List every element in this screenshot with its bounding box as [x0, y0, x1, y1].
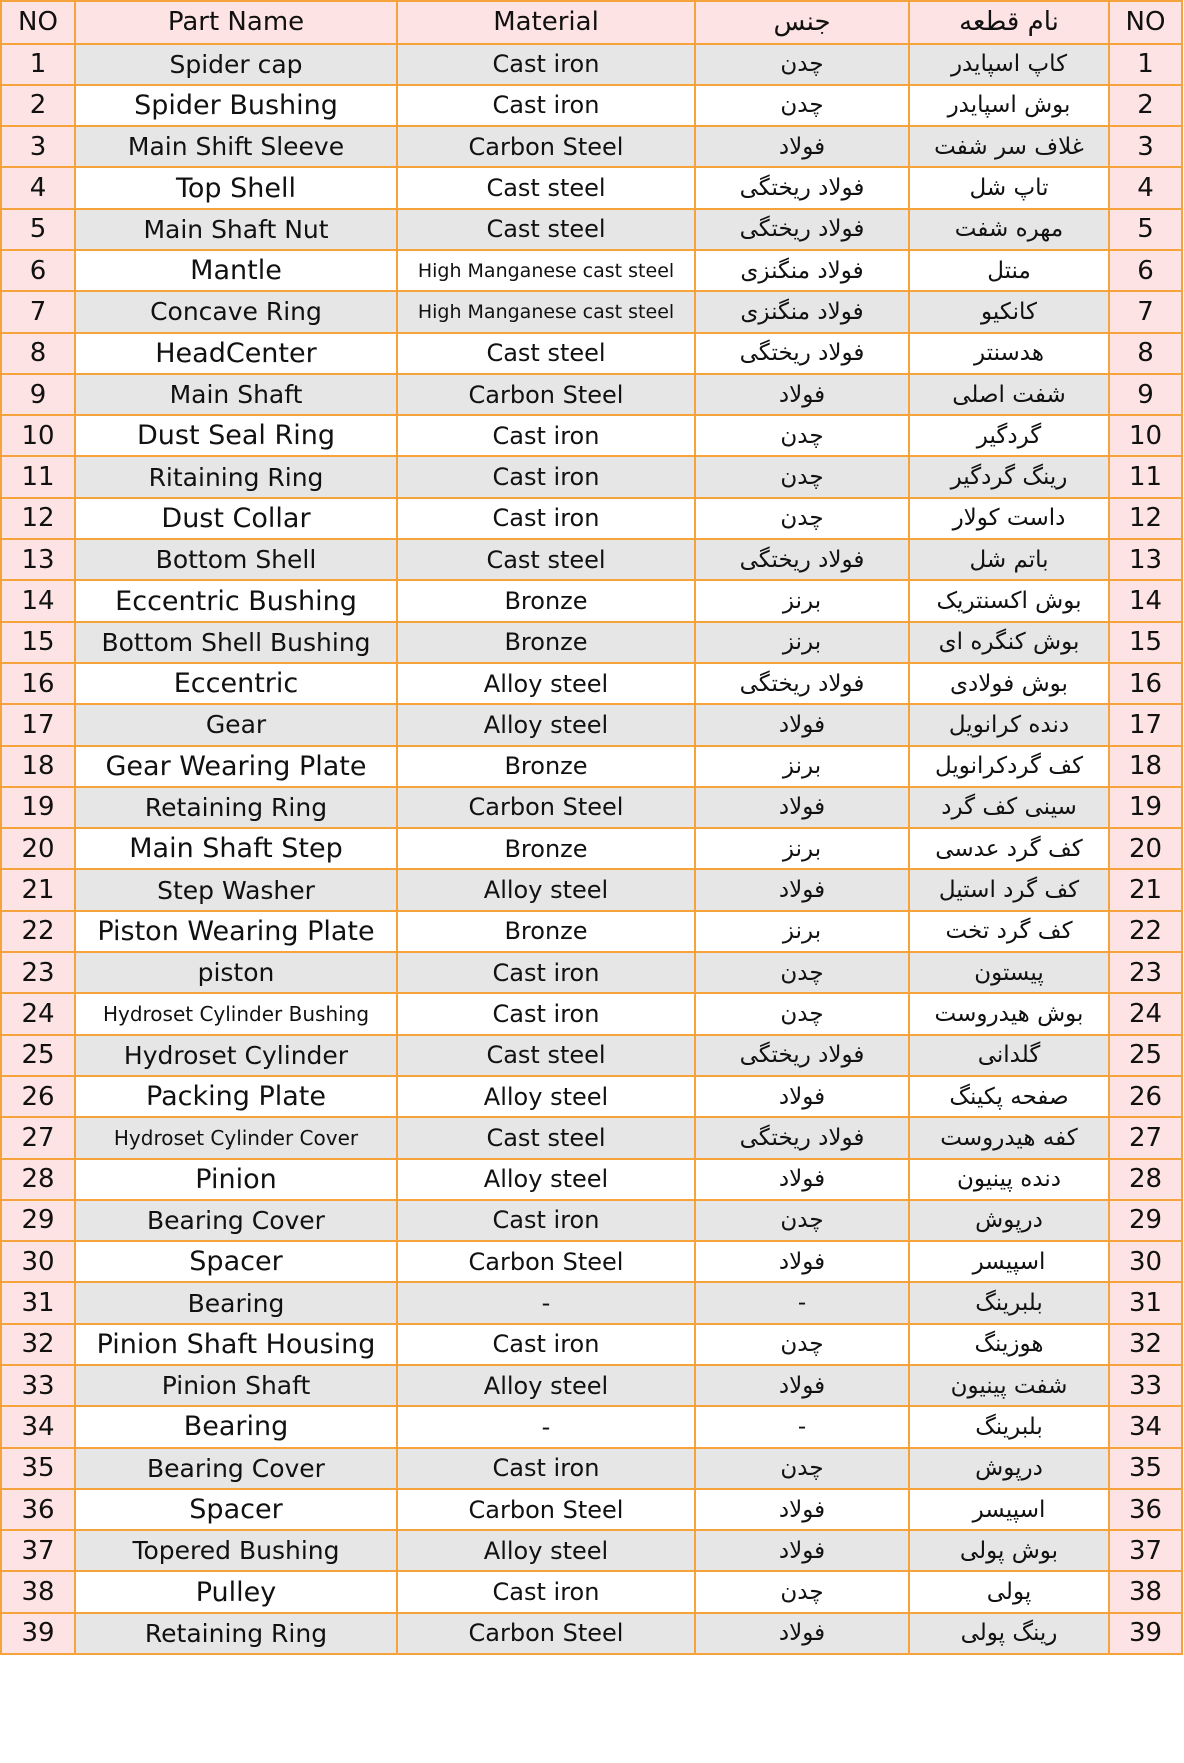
material-cell: Cast steel — [397, 1035, 695, 1076]
material-cell: Bronze — [397, 746, 695, 787]
row-number-right: 28 — [1109, 1159, 1182, 1200]
material-cell: Cast iron — [397, 1200, 695, 1241]
header-part-name-fa: نام قطعه — [909, 1, 1109, 44]
row-number-left: 6 — [1, 250, 75, 291]
material-fa-cell: فولاد — [695, 704, 909, 745]
material-fa-cell: فولاد منگنزی — [695, 250, 909, 291]
part-name-fa-cell: بوش فولادی — [909, 663, 1109, 704]
row-number-left: 19 — [1, 787, 75, 828]
row-number-left: 33 — [1, 1365, 75, 1406]
material-fa-cell: فولاد — [695, 1613, 909, 1654]
table-row — [1, 498, 1182, 539]
row-number-right: 25 — [1109, 1035, 1182, 1076]
part-name-fa-cell: درپوش — [909, 1448, 1109, 1489]
material-cell: Cast iron — [397, 44, 695, 85]
material-fa-cell: برنز — [695, 746, 909, 787]
part-name-cell: Packing Plate — [75, 1076, 397, 1117]
row-number-left: 35 — [1, 1448, 75, 1489]
row-number-left: 18 — [1, 746, 75, 787]
part-name-fa-cell: شفت پینیون — [909, 1365, 1109, 1406]
row-number-left: 1 — [1, 44, 75, 85]
part-name-fa-cell: بوش کنگره ای — [909, 622, 1109, 663]
table-row — [1, 787, 1182, 828]
table-row — [1, 1035, 1182, 1076]
material-cell: Cast iron — [397, 456, 695, 497]
material-cell: Carbon Steel — [397, 1613, 695, 1654]
table-header-row — [1, 1, 1182, 44]
material-fa-cell: برنز — [695, 580, 909, 621]
part-name-cell: Topered Bushing — [75, 1530, 397, 1571]
part-name-fa-cell: بلبرینگ — [909, 1282, 1109, 1323]
row-number-right: 38 — [1109, 1571, 1182, 1612]
row-number-left: 34 — [1, 1406, 75, 1447]
table-row — [1, 333, 1182, 374]
part-name-cell: Ritaining Ring — [75, 456, 397, 497]
part-name-cell: Bearing Cover — [75, 1448, 397, 1489]
material-fa-cell: - — [695, 1406, 909, 1447]
row-number-left: 9 — [1, 374, 75, 415]
material-fa-cell: فولاد — [695, 1241, 909, 1282]
row-number-right: 12 — [1109, 498, 1182, 539]
part-name-fa-cell: هدسنتر — [909, 333, 1109, 374]
row-number-left: 32 — [1, 1324, 75, 1365]
part-name-cell: Piston Wearing Plate — [75, 911, 397, 952]
row-number-right: 4 — [1109, 167, 1182, 208]
row-number-right: 15 — [1109, 622, 1182, 663]
material-fa-cell: فولاد ریختگی — [695, 333, 909, 374]
part-name-cell: Spider cap — [75, 44, 397, 85]
row-number-left: 16 — [1, 663, 75, 704]
table-row — [1, 704, 1182, 745]
table-row — [1, 44, 1182, 85]
part-name-fa-cell: باتم شل — [909, 539, 1109, 580]
row-number-right: 33 — [1109, 1365, 1182, 1406]
material-fa-cell: فولاد ریختگی — [695, 539, 909, 580]
material-fa-cell: برنز — [695, 911, 909, 952]
row-number-right: 7 — [1109, 291, 1182, 332]
material-cell: Alloy steel — [397, 704, 695, 745]
part-name-fa-cell: کف گردکرانویل — [909, 746, 1109, 787]
row-number-left: 28 — [1, 1159, 75, 1200]
row-number-right: 18 — [1109, 746, 1182, 787]
material-fa-cell: فولاد منگنزی — [695, 291, 909, 332]
material-cell: Cast steel — [397, 333, 695, 374]
row-number-right: 16 — [1109, 663, 1182, 704]
material-cell: Bronze — [397, 911, 695, 952]
material-cell: Bronze — [397, 622, 695, 663]
row-number-right: 22 — [1109, 911, 1182, 952]
row-number-left: 17 — [1, 704, 75, 745]
material-fa-cell: چدن — [695, 415, 909, 456]
part-name-fa-cell: بلبرینگ — [909, 1406, 1109, 1447]
material-fa-cell: فولاد — [695, 1530, 909, 1571]
row-number-left: 30 — [1, 1241, 75, 1282]
part-name-fa-cell: دنده کرانویل — [909, 704, 1109, 745]
row-number-right: 27 — [1109, 1117, 1182, 1158]
table-row — [1, 1613, 1182, 1654]
material-cell: Alloy steel — [397, 1076, 695, 1117]
part-name-cell: Main Shaft Step — [75, 828, 397, 869]
row-number-right: 32 — [1109, 1324, 1182, 1365]
row-number-right: 17 — [1109, 704, 1182, 745]
header-material-fa: جنس — [695, 1, 909, 44]
material-cell: Cast steel — [397, 1117, 695, 1158]
part-name-cell: Main Shaft — [75, 374, 397, 415]
row-number-left: 38 — [1, 1571, 75, 1612]
row-number-left: 3 — [1, 126, 75, 167]
material-fa-cell: چدن — [695, 498, 909, 539]
material-fa-cell: چدن — [695, 1448, 909, 1489]
table-row — [1, 1117, 1182, 1158]
row-number-right: 14 — [1109, 580, 1182, 621]
row-number-left: 36 — [1, 1489, 75, 1530]
table-row — [1, 85, 1182, 126]
material-cell: Cast iron — [397, 85, 695, 126]
row-number-right: 11 — [1109, 456, 1182, 497]
table-row — [1, 126, 1182, 167]
material-cell: - — [397, 1406, 695, 1447]
material-fa-cell: چدن — [695, 1571, 909, 1612]
part-name-cell: Gear Wearing Plate — [75, 746, 397, 787]
material-cell: Carbon Steel — [397, 1241, 695, 1282]
material-cell: Carbon Steel — [397, 1489, 695, 1530]
part-name-fa-cell: بوش اسپایدر — [909, 85, 1109, 126]
material-cell: High Manganese cast steel — [397, 250, 695, 291]
material-cell: Carbon Steel — [397, 126, 695, 167]
row-number-left: 11 — [1, 456, 75, 497]
material-cell: Cast steel — [397, 209, 695, 250]
table-row — [1, 456, 1182, 497]
material-fa-cell: فولاد ریختگی — [695, 167, 909, 208]
material-cell: Alloy steel — [397, 663, 695, 704]
part-name-cell: Eccentric Bushing — [75, 580, 397, 621]
material-cell: - — [397, 1282, 695, 1323]
table-row — [1, 1282, 1182, 1323]
row-number-right: 9 — [1109, 374, 1182, 415]
part-name-cell: Mantle — [75, 250, 397, 291]
material-cell: Carbon Steel — [397, 374, 695, 415]
material-fa-cell: - — [695, 1282, 909, 1323]
row-number-left: 22 — [1, 911, 75, 952]
row-number-right: 20 — [1109, 828, 1182, 869]
part-name-fa-cell: کف گرد تخت — [909, 911, 1109, 952]
part-name-cell: piston — [75, 952, 397, 993]
part-name-fa-cell: غلاف سر شفت — [909, 126, 1109, 167]
row-number-right: 5 — [1109, 209, 1182, 250]
part-name-cell: Pulley — [75, 1571, 397, 1612]
material-fa-cell: فولاد ریختگی — [695, 1117, 909, 1158]
table-row — [1, 911, 1182, 952]
part-name-fa-cell: بوش پولی — [909, 1530, 1109, 1571]
header-no-left: NO — [1, 1, 75, 44]
part-name-cell: Bearing — [75, 1406, 397, 1447]
table-row — [1, 291, 1182, 332]
material-cell: Carbon Steel — [397, 787, 695, 828]
part-name-fa-cell: بوش هیدروست — [909, 993, 1109, 1034]
part-name-fa-cell: صفحه پکینگ — [909, 1076, 1109, 1117]
part-name-fa-cell: تاپ شل — [909, 167, 1109, 208]
part-name-cell: Hydroset Cylinder Bushing — [75, 993, 397, 1034]
row-number-right: 2 — [1109, 85, 1182, 126]
part-name-fa-cell: گلدانی — [909, 1035, 1109, 1076]
table-row — [1, 993, 1182, 1034]
material-cell: Cast steel — [397, 167, 695, 208]
table-row — [1, 539, 1182, 580]
part-name-cell: Pinion Shaft Housing — [75, 1324, 397, 1365]
table-row — [1, 952, 1182, 993]
material-cell: Cast iron — [397, 952, 695, 993]
part-name-cell: Spacer — [75, 1489, 397, 1530]
row-number-left: 29 — [1, 1200, 75, 1241]
material-fa-cell: چدن — [695, 1200, 909, 1241]
table-row — [1, 869, 1182, 910]
row-number-right: 34 — [1109, 1406, 1182, 1447]
row-number-left: 8 — [1, 333, 75, 374]
row-number-right: 35 — [1109, 1448, 1182, 1489]
table-row — [1, 663, 1182, 704]
material-fa-cell: چدن — [695, 44, 909, 85]
header-no-right: NO — [1109, 1, 1182, 44]
row-number-left: 21 — [1, 869, 75, 910]
material-fa-cell: فولاد ریختگی — [695, 209, 909, 250]
table-row — [1, 415, 1182, 456]
part-name-cell: Pinion — [75, 1159, 397, 1200]
material-cell: Cast iron — [397, 993, 695, 1034]
row-number-right: 10 — [1109, 415, 1182, 456]
part-name-fa-cell: کانکیو — [909, 291, 1109, 332]
part-name-fa-cell: کف گرد عدسی — [909, 828, 1109, 869]
part-name-cell: Bottom Shell Bushing — [75, 622, 397, 663]
material-cell: Alloy steel — [397, 1159, 695, 1200]
part-name-fa-cell: کف گرد استیل — [909, 869, 1109, 910]
part-name-cell: Bearing Cover — [75, 1200, 397, 1241]
row-number-left: 23 — [1, 952, 75, 993]
part-name-cell: Gear — [75, 704, 397, 745]
row-number-left: 7 — [1, 291, 75, 332]
row-number-left: 27 — [1, 1117, 75, 1158]
material-fa-cell: فولاد — [695, 126, 909, 167]
table-row — [1, 209, 1182, 250]
header-material: Material — [397, 1, 695, 44]
part-name-fa-cell: هوزینگ — [909, 1324, 1109, 1365]
row-number-left: 14 — [1, 580, 75, 621]
table-row — [1, 1448, 1182, 1489]
part-name-cell: Dust Seal Ring — [75, 415, 397, 456]
part-name-cell: Concave Ring — [75, 291, 397, 332]
row-number-right: 3 — [1109, 126, 1182, 167]
row-number-right: 13 — [1109, 539, 1182, 580]
material-cell: Alloy steel — [397, 1365, 695, 1406]
table-row — [1, 1200, 1182, 1241]
material-fa-cell: چدن — [695, 993, 909, 1034]
part-name-fa-cell: رینگ گردگیر — [909, 456, 1109, 497]
material-cell: Cast iron — [397, 1448, 695, 1489]
part-name-cell: Eccentric — [75, 663, 397, 704]
part-name-fa-cell: کفه هیدروست — [909, 1117, 1109, 1158]
part-name-cell: Hydroset Cylinder — [75, 1035, 397, 1076]
part-name-fa-cell: کاپ اسپایدر — [909, 44, 1109, 85]
row-number-right: 37 — [1109, 1530, 1182, 1571]
row-number-right: 21 — [1109, 869, 1182, 910]
row-number-left: 26 — [1, 1076, 75, 1117]
row-number-right: 24 — [1109, 993, 1182, 1034]
row-number-left: 20 — [1, 828, 75, 869]
row-number-left: 5 — [1, 209, 75, 250]
row-number-left: 39 — [1, 1613, 75, 1654]
table-row — [1, 1159, 1182, 1200]
table-row — [1, 1530, 1182, 1571]
material-fa-cell: فولاد — [695, 1365, 909, 1406]
table-row — [1, 1241, 1182, 1282]
part-name-cell: Retaining Ring — [75, 1613, 397, 1654]
row-number-left: 2 — [1, 85, 75, 126]
part-name-cell: Retaining Ring — [75, 787, 397, 828]
header-part-name: Part Name — [75, 1, 397, 44]
material-fa-cell: چدن — [695, 952, 909, 993]
row-number-right: 39 — [1109, 1613, 1182, 1654]
part-name-fa-cell: اسپیسر — [909, 1241, 1109, 1282]
material-fa-cell: برنز — [695, 622, 909, 663]
material-cell: Cast iron — [397, 498, 695, 539]
table-row — [1, 1076, 1182, 1117]
material-cell: Alloy steel — [397, 1530, 695, 1571]
material-fa-cell: برنز — [695, 828, 909, 869]
material-cell: Bronze — [397, 580, 695, 621]
part-name-cell: Hydroset Cylinder Cover — [75, 1117, 397, 1158]
part-name-cell: Pinion Shaft — [75, 1365, 397, 1406]
material-fa-cell: چدن — [695, 456, 909, 497]
part-name-fa-cell: رینگ پولی — [909, 1613, 1109, 1654]
material-fa-cell: چدن — [695, 1324, 909, 1365]
part-name-cell: Dust Collar — [75, 498, 397, 539]
row-number-left: 13 — [1, 539, 75, 580]
part-name-cell: Top Shell — [75, 167, 397, 208]
table-row — [1, 1406, 1182, 1447]
part-name-fa-cell: مهره شفت — [909, 209, 1109, 250]
part-name-fa-cell: اسپیسر — [909, 1489, 1109, 1530]
part-name-cell: Spacer — [75, 1241, 397, 1282]
material-cell: Bronze — [397, 828, 695, 869]
part-name-fa-cell: دنده پینیون — [909, 1159, 1109, 1200]
part-name-fa-cell: پیستون — [909, 952, 1109, 993]
part-name-cell: Bottom Shell — [75, 539, 397, 580]
part-name-cell: HeadCenter — [75, 333, 397, 374]
table-row — [1, 580, 1182, 621]
part-name-cell: Main Shift Sleeve — [75, 126, 397, 167]
row-number-left: 4 — [1, 167, 75, 208]
part-name-fa-cell: منتل — [909, 250, 1109, 291]
material-fa-cell: فولاد — [695, 1076, 909, 1117]
row-number-right: 36 — [1109, 1489, 1182, 1530]
row-number-right: 26 — [1109, 1076, 1182, 1117]
material-fa-cell: چدن — [695, 85, 909, 126]
table-row — [1, 167, 1182, 208]
table-row — [1, 1324, 1182, 1365]
part-name-fa-cell: داست کولار — [909, 498, 1109, 539]
part-name-fa-cell: گردگیر — [909, 415, 1109, 456]
material-fa-cell: فولاد — [695, 787, 909, 828]
row-number-right: 29 — [1109, 1200, 1182, 1241]
material-fa-cell: فولاد — [695, 374, 909, 415]
table-row — [1, 250, 1182, 291]
row-number-left: 37 — [1, 1530, 75, 1571]
row-number-left: 25 — [1, 1035, 75, 1076]
material-fa-cell: فولاد ریختگی — [695, 1035, 909, 1076]
row-number-right: 6 — [1109, 250, 1182, 291]
table-row — [1, 1365, 1182, 1406]
table-row — [1, 1489, 1182, 1530]
table-row — [1, 746, 1182, 787]
table-row — [1, 622, 1182, 663]
row-number-right: 8 — [1109, 333, 1182, 374]
part-name-fa-cell: درپوش — [909, 1200, 1109, 1241]
material-fa-cell: فولاد ریختگی — [695, 663, 909, 704]
material-fa-cell: فولاد — [695, 869, 909, 910]
row-number-left: 31 — [1, 1282, 75, 1323]
table-row — [1, 828, 1182, 869]
material-cell: Cast steel — [397, 539, 695, 580]
row-number-right: 1 — [1109, 44, 1182, 85]
row-number-right: 30 — [1109, 1241, 1182, 1282]
row-number-left: 15 — [1, 622, 75, 663]
material-cell: Alloy steel — [397, 869, 695, 910]
material-cell: Cast iron — [397, 1571, 695, 1612]
table-row — [1, 1571, 1182, 1612]
part-name-cell: Step Washer — [75, 869, 397, 910]
material-fa-cell: فولاد — [695, 1489, 909, 1530]
part-name-fa-cell: شفت اصلی — [909, 374, 1109, 415]
material-cell: High Manganese cast steel — [397, 291, 695, 332]
material-cell: Cast iron — [397, 1324, 695, 1365]
row-number-left: 10 — [1, 415, 75, 456]
row-number-right: 23 — [1109, 952, 1182, 993]
part-name-cell: Bearing — [75, 1282, 397, 1323]
part-name-fa-cell: سینی کف گرد — [909, 787, 1109, 828]
row-number-right: 31 — [1109, 1282, 1182, 1323]
part-name-fa-cell: پولی — [909, 1571, 1109, 1612]
row-number-right: 19 — [1109, 787, 1182, 828]
material-fa-cell: فولاد — [695, 1159, 909, 1200]
material-cell: Cast iron — [397, 415, 695, 456]
row-number-left: 24 — [1, 993, 75, 1034]
row-number-left: 12 — [1, 498, 75, 539]
part-name-cell: Spider Bushing — [75, 85, 397, 126]
table-row — [1, 374, 1182, 415]
part-name-cell: Main Shaft Nut — [75, 209, 397, 250]
part-name-fa-cell: بوش اکسنتریک — [909, 580, 1109, 621]
